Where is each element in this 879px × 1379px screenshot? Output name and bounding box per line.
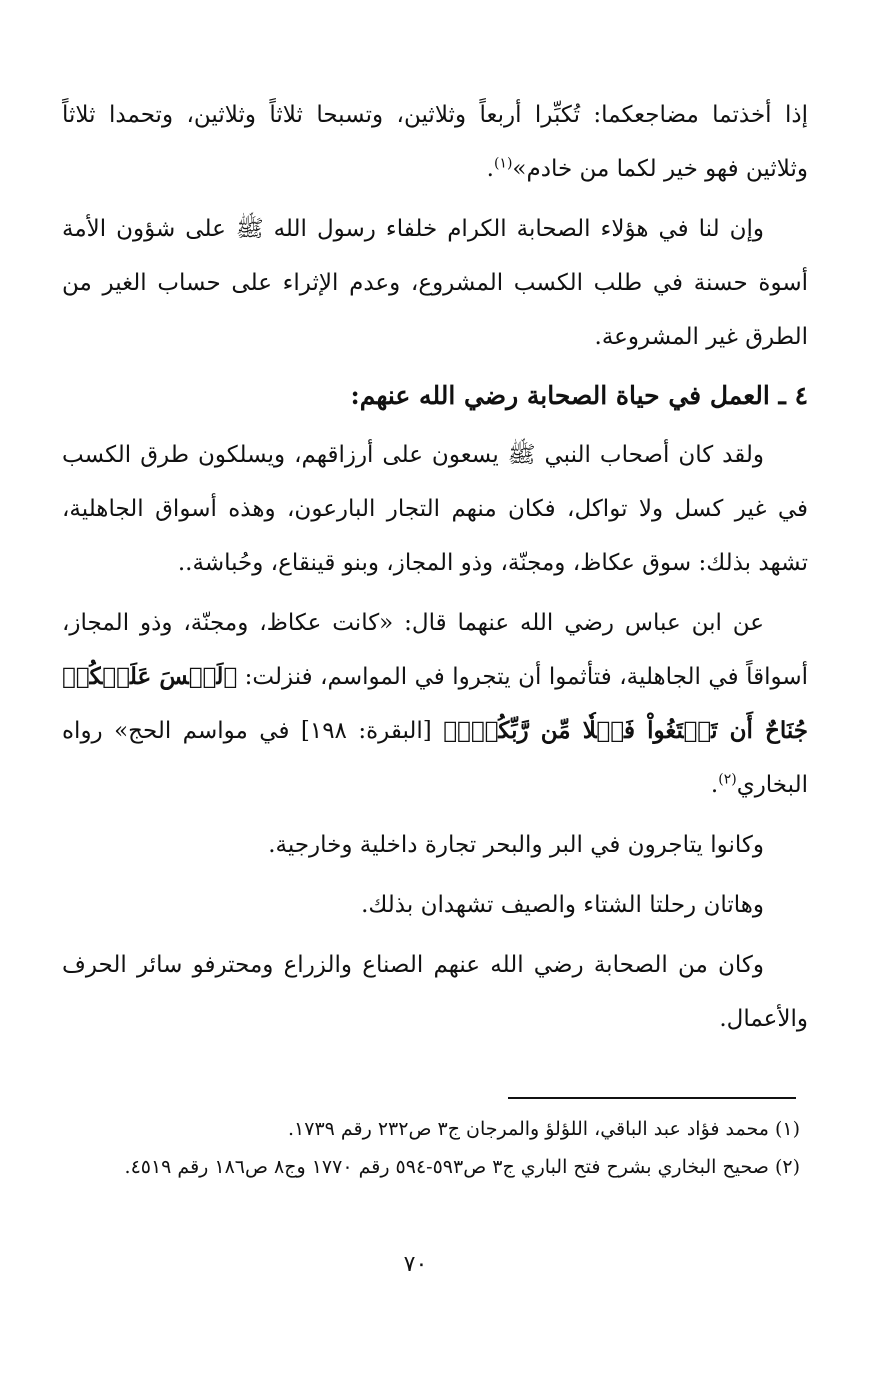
footnote-1: (١) محمد فؤاد عبد الباقي، اللؤلؤ والمرجان ج٣ ص٢٣٢ رقم ١٧٣٩.	[287, 1118, 800, 1140]
page-number: ٧٠	[403, 1252, 428, 1277]
footnote-2: (٢) صحيح البخاري بشرح فتح الباري ج٣ ص٥٩٣-٥٩٤ رقم ١٧٧٠ وج٨ ص١٨٦ رقم ٤٥١٩.	[124, 1156, 800, 1178]
paragraph-2: وإن لنا في هؤلاء الصحابة الكرام خلفاء رسول الله ﷺ على شؤون الأمة أسوة حسنة في طلب الكسب المشروع، وعدم الإثراء على حساب الغير من الطرق غير المشروعة.	[62, 216, 808, 350]
footnote-ref-2: (٢)	[718, 771, 737, 788]
paragraph-3: ولقد كان أصحاب النبي ﷺ يسعون على أرزاقهم، ويسلكون طرق الكسب في غير كسل ولا تواكل، فكان منهم التجار البارعون، وهذه أسواق الجاهلية، تشهد بذلك: سوق عكاظ، ومجنّة، وذو المجاز، وبنو قينقاع، وحُباشة..	[62, 442, 808, 576]
paragraph-1	[62, 88, 808, 196]
footnote-ref-1: (١)	[493, 155, 513, 172]
paragraph-1-text: إذا أخذتما مضاجعكما: تُكبِّرا أربعاً وثلاثين، وتسبحا ثلاثاً وثلاثين، وتحمدا ثلاثاً وثلاثين فهو خير لكما من خادم»	[62, 102, 808, 182]
paragraph-7: وكان من الصحابة رضي الله عنهم الصناع والزراع ومحترفو سائر الحرف والأعمال.	[62, 952, 808, 1032]
paragraph-5: وكانوا يتاجرون في البر والبحر تجارة داخلية وخارجية.	[268, 832, 764, 858]
paragraph-4-text-b: [البقرة: ١٩٨] في مواسم الحج» رواه البخاري	[62, 718, 808, 798]
paragraph-1-end: .	[486, 156, 494, 182]
section-heading: ٤ ـ العمل في حياة الصحابة رضي الله عنهم:	[350, 381, 808, 410]
paragraph-4-end: .	[710, 772, 719, 798]
paragraph-4-text-a: عن ابن عباس رضي الله عنهما قال: «كانت عكاظ، ومجنّة، وذو المجاز، أسواقاً في الجاهلية، فتأثموا أن يتجروا في المواسم، فنزلت:	[62, 610, 809, 690]
footnote-separator	[508, 1097, 796, 1099]
paragraph-6: وهاتان رحلتا الشتاء والصيف تشهدان بذلك.	[361, 892, 764, 918]
footnotes	[54, 1110, 800, 1186]
paragraph-4	[62, 596, 808, 812]
quran-verse: ﴿لَيۡسَ عَلَيۡكُمۡ جُنَاحٌ أَن تَبۡتَغُواْ فَضۡلٗا مِّن رَّبِّكُمۡۚ﴾	[62, 663, 809, 744]
page-body	[62, 88, 808, 1052]
